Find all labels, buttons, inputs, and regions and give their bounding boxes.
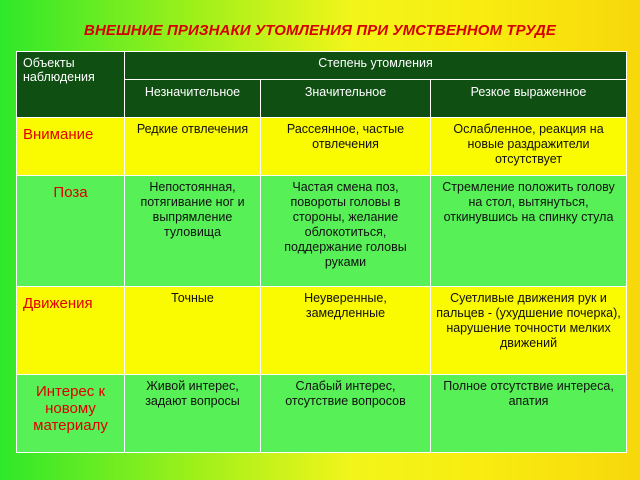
table-cell: Редкие отвлечения bbox=[125, 118, 261, 176]
row-label-posture: Поза bbox=[17, 176, 125, 286]
table-cell: Суетливые движения рук и пальцев - (ухудшение почерка), нарушение точности мелких движений bbox=[431, 286, 627, 374]
header-level-3: Резкое выраженное bbox=[431, 80, 627, 118]
table-cell: Непостоянная, потягивание ног и выпрямление туловища bbox=[125, 176, 261, 286]
fatigue-signs-table bbox=[16, 51, 627, 453]
table-row bbox=[17, 118, 627, 176]
header-degree: Степень утомления bbox=[125, 52, 627, 80]
row-label-movements: Движения bbox=[17, 286, 125, 374]
table-cell: Точные bbox=[125, 286, 261, 374]
table-row bbox=[17, 374, 627, 452]
table-cell: Живой интерес, задают вопросы bbox=[125, 374, 261, 452]
table-cell: Неуверенные, замедленные bbox=[261, 286, 431, 374]
table-cell: Частая смена поз, повороты головы в стороны, желание облокотиться, поддержание головы руками bbox=[261, 176, 431, 286]
header-level-1: Незначительное bbox=[125, 80, 261, 118]
table-cell: Полное отсутствие интереса, апатия bbox=[431, 374, 627, 452]
table-cell: Рассеянное, частые отвлечения bbox=[261, 118, 431, 176]
table-row bbox=[17, 286, 627, 374]
header-objects: Объекты наблюдения bbox=[17, 52, 125, 118]
header-level-2: Значительное bbox=[261, 80, 431, 118]
page-title: ВНЕШНИЕ ПРИЗНАКИ УТОМЛЕНИЯ ПРИ УМСТВЕННОМ ТРУДЕ bbox=[84, 22, 556, 39]
table-cell: Стремление положить голову на стол, вытянуться, откинувшись на спинку стула bbox=[431, 176, 627, 286]
table-cell: Ослабленное, реакция на новые раздражители отсутствует bbox=[431, 118, 627, 176]
row-label-interest: Интерес к новому материалу bbox=[17, 374, 125, 452]
table-row bbox=[17, 176, 627, 286]
table-cell: Слабый интерес, отсутствие вопросов bbox=[261, 374, 431, 452]
row-label-attention: Внимание bbox=[17, 118, 125, 176]
